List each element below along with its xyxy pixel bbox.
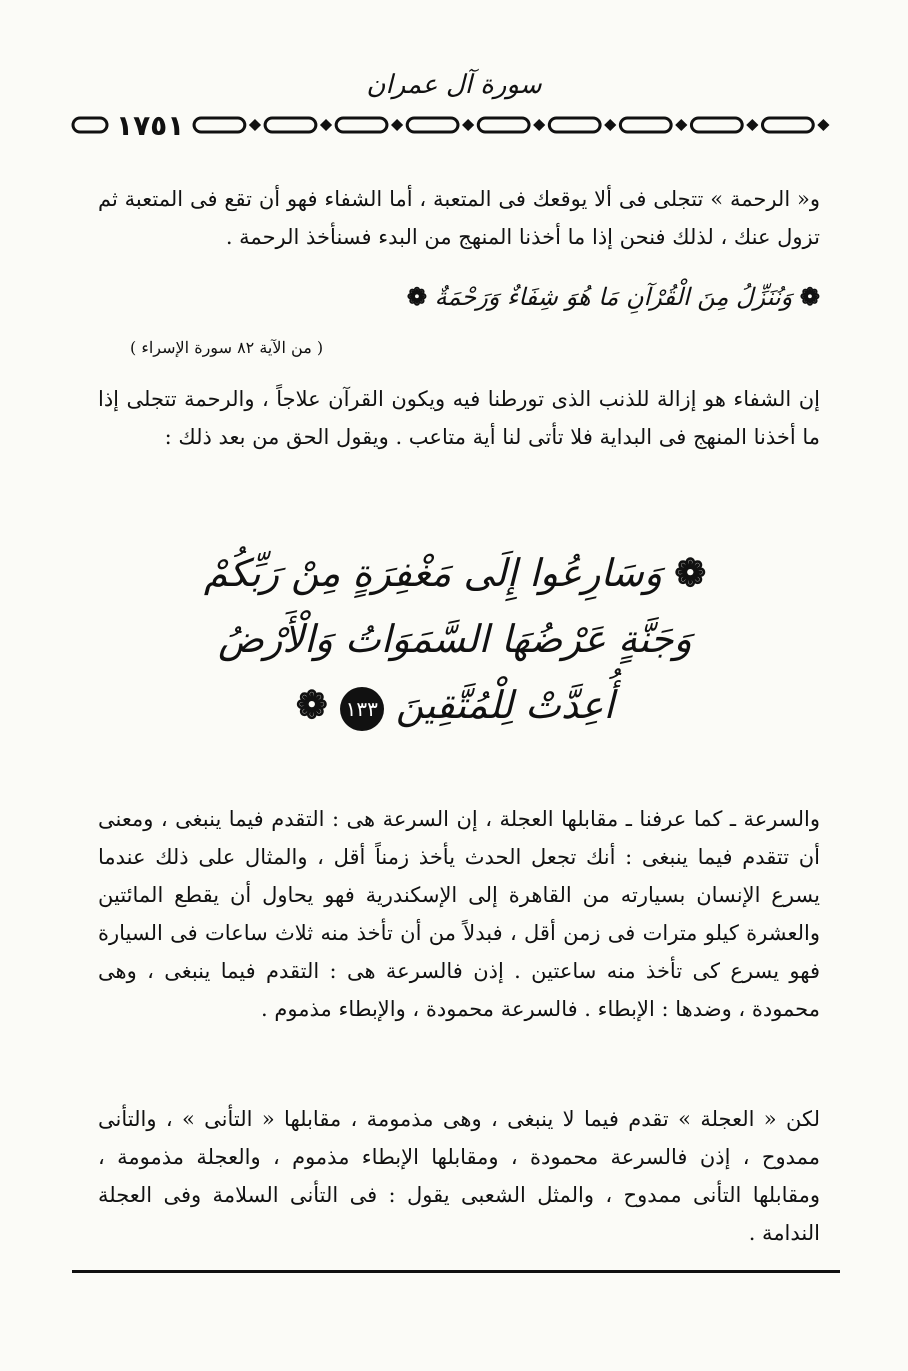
quran-verse-line-3 (160, 672, 750, 738)
verse-open-ornament-icon: ❁ (799, 282, 820, 311)
quran-verse-inline-text: وَنُنَزِّلُ مِنَ الْقُرْآنِ مَا هُوَ شِفَاءٌ وَرَحْمَةٌ (434, 283, 793, 311)
ornament-chain-icon (190, 113, 840, 137)
verse-close-ornament-icon: ❁ (295, 682, 328, 727)
page-number: ١٧٥١ (116, 108, 185, 142)
quran-verse-main (160, 540, 750, 738)
quran-verse-inline (200, 282, 820, 311)
paragraph-4: لكن « العجلة » تقدم فيما لا ينبغى ، وهى مذمومة ، مقابلها « التأنى » ، والتأنى ممدوح ، إذن فالسرعة محمودة ، ومقابلها الإبطاء مذموم ، والعجلة مذمومة ، ومقابلها التأنى ممدوح ، والمثل الشعبى يقول : فى التأنى السلامة وفى العجلة الندامة . (98, 1107, 820, 1245)
ornament-chain-icon (70, 113, 110, 137)
surah-header-title: سورة آل عمران (366, 70, 542, 100)
verse-open-ornament-icon: ❁ (674, 550, 707, 595)
quran-verse-line-1-text: وَسَارِعُوا إِلَى مَغْفِرَةٍ مِنْ رَبِّكُمْ (203, 551, 663, 595)
paragraph-2: إن الشفاء هو إزالة للذنب الذى تورطنا فيه ويكون القرآن علاجاً ، والرحمة تتجلى إذا ما أخذنا المنهج فى البداية فلا تأتى لنا أية متاعب . ويقول الحق من بعد ذلك : (98, 387, 820, 449)
verse-close-ornament-icon: ❁ (406, 282, 428, 311)
footer-divider (72, 1270, 840, 1273)
quran-verse-line-1 (160, 540, 750, 606)
paragraph-1: و« الرحمة » تتجلى فى ألا يوقعك فى المتعبة ، أما الشفاء فهو أن تقع فى المتعبة ثم تزول عنك ، لذلك فنحن إذا ما أخذنا المنهج من البدء فسنأخذ الرحمة . (98, 187, 820, 249)
verse-reference: ( من الآية ٨٢ سورة الإسراء ) (130, 338, 324, 357)
ayah-number-badge: ١٣٣ (340, 687, 384, 731)
paragraph-3: والسرعة ـ كما عرفنا ـ مقابلها العجلة ، إن السرعة هى : التقدم فيما ينبغى ، ومعنى أن تتقدم فيما ينبغى : أنك تجعل الحدث يأخذ زمناً أقل ، والمثال على ذلك عندما يسرع الإنسان بسيارته من القاهرة إلى الإسكندرية فهو يحاول أن يقطع المائتين والعشرة كيلو مترات فى زمن أقل ، فبدلاً من أن تأخذ منه ثلاث ساعات فى السيارة فهو يسرع كى تأخذ منه ساعتين . إذن فالسرعة هى : التقدم فيما ينبغى ، وهى محمودة ، وضدها : الإبطاء . فالسرعة محمودة ، والإبطاء مذموم . (98, 807, 820, 1021)
header-ornament-row (70, 110, 840, 140)
quran-verse-line-2: وَجَنَّةٍ عَرْضُهَا السَّمَوَاتُ وَالْأَرْضُ (218, 617, 692, 661)
quran-verse-line-3-text: أُعِدَّتْ لِلْمُتَّقِينَ (395, 683, 615, 727)
